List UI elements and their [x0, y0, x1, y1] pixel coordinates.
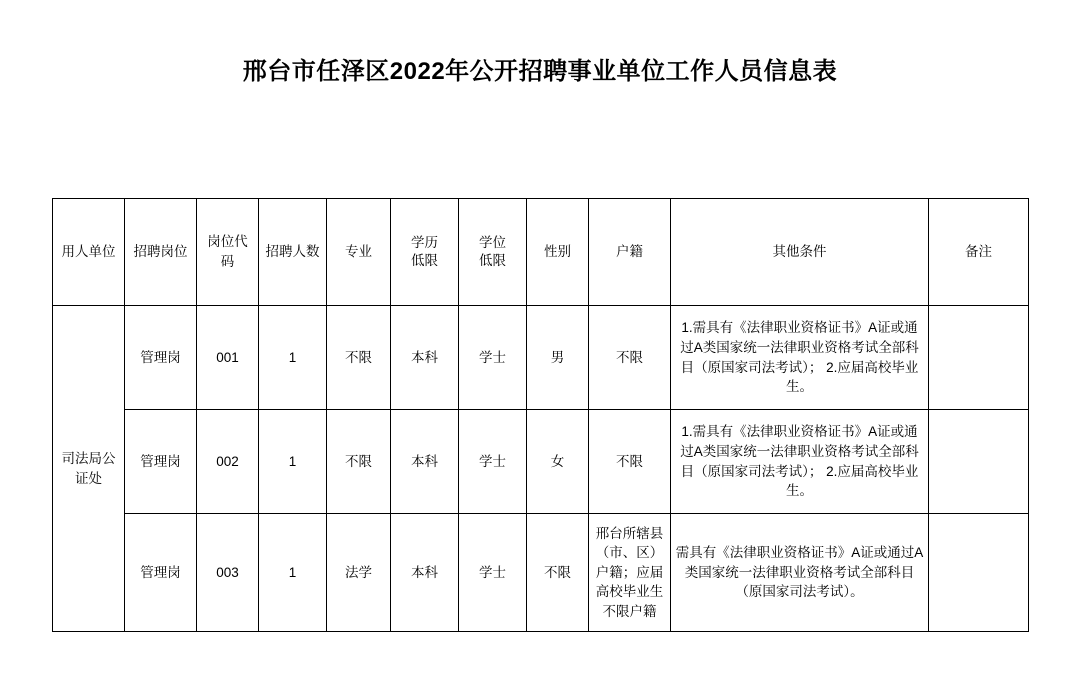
- col-header-education-line2: 低限: [411, 253, 438, 268]
- col-header-degree-line2: 低限: [479, 253, 506, 268]
- cell-code: 001: [197, 306, 259, 410]
- col-header-unit: 用人单位: [53, 199, 125, 306]
- col-header-education-line1: 学历: [411, 234, 438, 250]
- table-row: [53, 514, 1029, 632]
- cell-gender: 男: [527, 306, 589, 410]
- cell-other-conditions: 需具有《法律职业资格证书》A证或通过A类国家统一法律职业资格考试全部科目（原国家司法考试）。: [671, 514, 929, 632]
- table-header: [53, 199, 1029, 306]
- cell-code: 003: [197, 514, 259, 632]
- cell-count: 1: [259, 410, 327, 514]
- col-header-code: 岗位代码: [197, 199, 259, 306]
- table-row: [53, 410, 1029, 514]
- cell-major: 不限: [327, 410, 391, 514]
- cell-education: 本科: [391, 306, 459, 410]
- cell-unit: 司法局公证处: [53, 306, 125, 632]
- table-row: [53, 306, 1029, 410]
- cell-post: 管理岗: [125, 306, 197, 410]
- col-header-education: [391, 199, 459, 306]
- document-page: [0, 58, 1080, 683]
- cell-other-conditions: 1.需具有《法律职业资格证书》A证或通过A类国家统一法律职业资格考试全部科目（原国家司法考试）； 2.应届高校毕业生。: [671, 410, 929, 514]
- cell-education: 本科: [391, 410, 459, 514]
- cell-hukou: 不限: [589, 410, 671, 514]
- cell-degree: 学士: [459, 410, 527, 514]
- cell-post: 管理岗: [125, 410, 197, 514]
- cell-remark: [929, 410, 1029, 514]
- cell-remark: [929, 306, 1029, 410]
- cell-remark: [929, 514, 1029, 632]
- cell-degree: 学士: [459, 514, 527, 632]
- cell-gender: 女: [527, 410, 589, 514]
- cell-major: 法学: [327, 514, 391, 632]
- page-title: 邢台市任泽区2022年公开招聘事业单位工作人员信息表: [242, 58, 838, 85]
- table-body: [53, 306, 1029, 632]
- recruitment-table-container: [52, 198, 1028, 632]
- col-header-remark: 备注: [929, 199, 1029, 306]
- cell-degree: 学士: [459, 306, 527, 410]
- cell-code: 002: [197, 410, 259, 514]
- cell-gender: 不限: [527, 514, 589, 632]
- col-header-degree-line1: 学位: [479, 234, 506, 250]
- cell-count: 1: [259, 306, 327, 410]
- col-header-hukou: 户籍: [589, 199, 671, 306]
- cell-education: 本科: [391, 514, 459, 632]
- cell-count: 1: [259, 514, 327, 632]
- col-header-major: 专业: [327, 199, 391, 306]
- col-header-degree: [459, 199, 527, 306]
- col-header-post: 招聘岗位: [125, 199, 197, 306]
- cell-major: 不限: [327, 306, 391, 410]
- cell-hukou: 邢台所辖县（市、区）户籍；应届高校毕业生不限户籍: [589, 514, 671, 632]
- cell-hukou: 不限: [589, 306, 671, 410]
- table-header-row: [53, 199, 1029, 306]
- col-header-count: 招聘人数: [259, 199, 327, 306]
- cell-other-conditions: 1.需具有《法律职业资格证书》A证或通过A类国家统一法律职业资格考试全部科目（原国家司法考试）； 2.应届高校毕业生。: [671, 306, 929, 410]
- recruitment-table: [52, 198, 1029, 632]
- cell-post: 管理岗: [125, 514, 197, 632]
- col-header-other-conditions: 其他条件: [671, 199, 929, 306]
- col-header-gender: 性别: [527, 199, 589, 306]
